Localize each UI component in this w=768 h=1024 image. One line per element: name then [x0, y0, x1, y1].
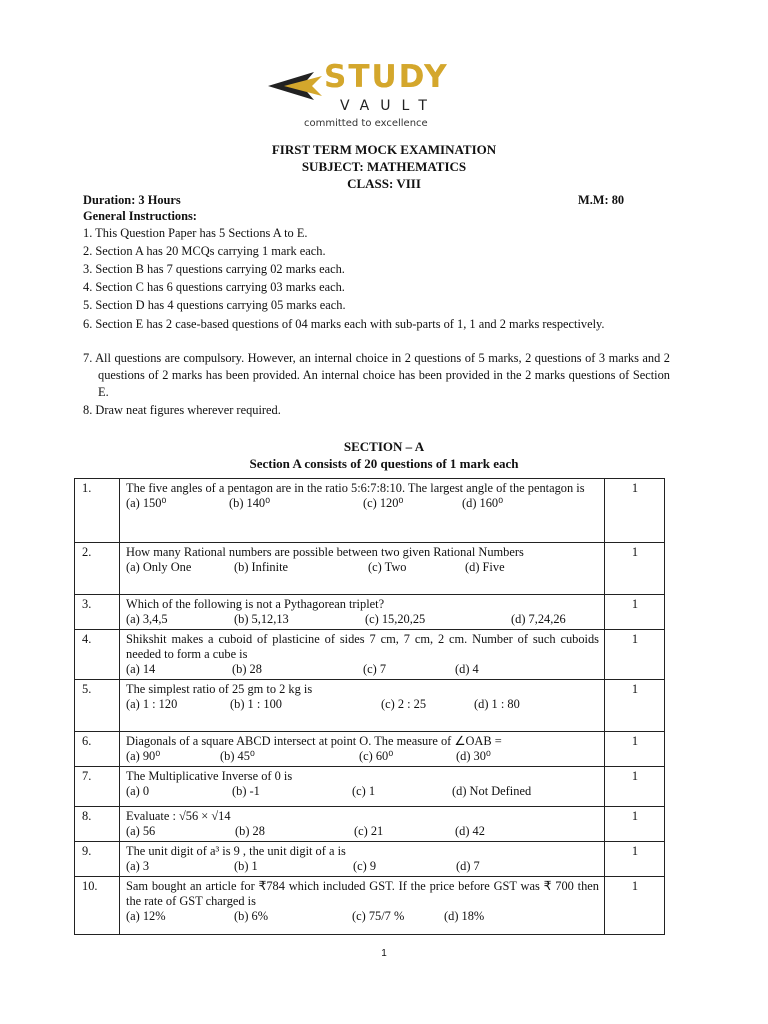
question-text: The five angles of a pentagon are in the ratio 5:6:7:8:10. The largest angle of the pentagon is: [126, 481, 585, 495]
option-b: (b) 28: [235, 824, 265, 838]
option-a: (a) 0: [126, 784, 150, 798]
arrow-logo-icon: [264, 68, 324, 108]
option-b: (b) 5,12,13: [234, 612, 289, 626]
option-c: (c) 1: [352, 784, 376, 798]
option-c: (c) 7: [363, 662, 387, 676]
question-number: 7.: [75, 767, 120, 807]
instruction-item: 3. Section B has 7 questions carrying 02 marks each.: [83, 262, 345, 276]
option-a: (a) 90⁰: [126, 749, 161, 763]
options-row: [126, 662, 599, 678]
option-a: (a) 1 : 120: [126, 697, 178, 711]
question-text: Diagonals of a square ABCD intersect at point O. The measure of ∠OAB =: [126, 734, 502, 748]
question-cell: [120, 479, 605, 543]
question-cell: [120, 842, 605, 877]
option-a: (a) 150⁰: [126, 496, 167, 510]
question-text: The Multiplicative Inverse of 0 is: [126, 769, 293, 783]
option-c: (c) 21: [354, 824, 384, 838]
options-row: [126, 824, 599, 840]
question-marks: 1: [605, 807, 665, 842]
instruction-item: 2. Section A has 20 MCQs carrying 1 mark each.: [83, 244, 326, 258]
question-marks: 1: [605, 630, 665, 680]
question-row: [75, 543, 665, 595]
option-b: (b) 140⁰: [229, 496, 271, 510]
option-d: (d) 1 : 80: [474, 697, 520, 711]
max-marks: M.M: 80: [578, 193, 625, 207]
instruction-item: 4. Section C has 6 questions carrying 03 marks each.: [83, 280, 345, 294]
option-b: (b) 45⁰: [220, 749, 255, 763]
question-text: The simplest ratio of 25 gm to 2 kg is: [126, 682, 313, 696]
option-b: (b) 28: [232, 662, 262, 676]
logo-study-text: STUDY: [324, 59, 449, 95]
question-number: 8.: [75, 807, 120, 842]
exam-class: CLASS: VIII: [347, 176, 421, 191]
option-a: (a) 12%: [126, 909, 166, 923]
question-row: [75, 767, 665, 807]
logo-vault-text: VAULT: [340, 98, 438, 114]
question-row: [75, 595, 665, 630]
options-row: [126, 496, 599, 512]
option-b: (b) 6%: [234, 909, 269, 923]
instruction-item: 8. Draw neat figures wherever required.: [83, 403, 281, 417]
instruction-item: 1. This Question Paper has 5 Sections A to E.: [83, 226, 308, 240]
question-row: [75, 842, 665, 877]
question-text: How many Rational numbers are possible between two given Rational Numbers: [126, 545, 524, 559]
question-marks: 1: [605, 479, 665, 543]
option-a: (a) 3: [126, 859, 150, 873]
options-row: [126, 697, 599, 713]
question-text: The unit digit of a³ is 9 , the unit digit of a is: [126, 844, 346, 858]
options-row: [126, 749, 599, 765]
option-d: (d) Not Defined: [452, 784, 532, 798]
question-row: [75, 732, 665, 767]
question-cell: [120, 543, 605, 595]
option-b: (b) 1: [234, 859, 258, 873]
instruction-item: 5. Section D has 4 questions carrying 05 marks each.: [83, 298, 346, 312]
question-row: [75, 479, 665, 543]
option-d: (d) 4: [455, 662, 479, 676]
question-row: [75, 807, 665, 842]
option-a: (a) 56: [126, 824, 156, 838]
question-cell: [120, 680, 605, 732]
question-number: 2.: [75, 543, 120, 595]
question-marks: 1: [605, 877, 665, 935]
option-d: (d) Five: [465, 560, 505, 574]
option-d: (d) 7,24,26: [511, 612, 566, 626]
options-row: [126, 784, 599, 800]
options-row: [126, 612, 599, 628]
question-number: 6.: [75, 732, 120, 767]
question-cell: [120, 595, 605, 630]
instruction-item: 6. Section E has 2 case-based questions of 04 marks each with sub-parts of 1, 1 and 2 marks respectively.: [83, 317, 605, 331]
option-c: (c) Two: [368, 560, 407, 574]
option-c: (c) 60⁰: [359, 749, 394, 763]
option-c: (c) 2 : 25: [381, 697, 427, 711]
question-marks: 1: [605, 543, 665, 595]
option-d: (d) 7: [456, 859, 480, 873]
question-row: [75, 680, 665, 732]
question-text: Evaluate : √56 × √14: [126, 809, 231, 823]
question-text: Sam bought an article for ₹784 which included GST. If the price before GST was ₹ 700 then the rate of GST charged is: [126, 879, 599, 908]
logo-tagline: committed to excellence: [304, 118, 428, 129]
section-title: SECTION – A: [343, 439, 425, 454]
options-row: [126, 909, 599, 925]
question-cell: [120, 767, 605, 807]
option-b: (b) Infinite: [234, 560, 289, 574]
question-number: 5.: [75, 680, 120, 732]
instructions-heading: General Instructions:: [83, 209, 197, 223]
option-a: (a) 14: [126, 662, 156, 676]
option-a: (a) Only One: [126, 560, 192, 574]
question-cell: [120, 630, 605, 680]
question-cell: [120, 877, 605, 935]
question-number: 4.: [75, 630, 120, 680]
question-cell: [120, 807, 605, 842]
option-d: (d) 42: [455, 824, 485, 838]
instructions-list: [83, 225, 670, 419]
option-b: (b) 1 : 100: [230, 697, 282, 711]
question-cell: [120, 732, 605, 767]
study-vault-logo: [262, 59, 492, 136]
options-row: [126, 859, 599, 875]
option-c: (c) 9: [353, 859, 377, 873]
option-b: (b) -1: [232, 784, 260, 798]
question-marks: 1: [605, 732, 665, 767]
question-number: 10.: [75, 877, 120, 935]
question-number: 9.: [75, 842, 120, 877]
question-marks: 1: [605, 767, 665, 807]
question-row: [75, 877, 665, 935]
question-text: Which of the following is not a Pythagorean triplet?: [126, 597, 385, 611]
option-d: (d) 30⁰: [456, 749, 491, 763]
question-row: [75, 630, 665, 680]
option-c: (c) 120⁰: [363, 496, 404, 510]
option-a: (a) 3,4,5: [126, 612, 168, 626]
option-c: (c) 75/7 %: [352, 909, 405, 923]
exam-subject: SUBJECT: MATHEMATICS: [301, 159, 467, 174]
option-d: (d) 160⁰: [462, 496, 504, 510]
page-number: 1: [381, 948, 387, 959]
option-c: (c) 15,20,25: [365, 612, 426, 626]
options-row: [126, 560, 599, 576]
questions-table: [74, 478, 665, 935]
question-marks: 1: [605, 680, 665, 732]
question-marks: 1: [605, 842, 665, 877]
question-marks: 1: [605, 595, 665, 630]
question-text: Shikshit makes a cuboid of plasticine of sides 7 cm, 7 cm, 2 cm. Number of such cuboids needed to form a cube is: [126, 632, 599, 661]
instruction-item: 7. All questions are compulsory. However, an internal choice in 2 questions of 5 marks, 2 questions of 3 marks and 2 questions of 2 marks has been provided. An internal choice has been provided in the 2 marks questions of Section E.: [83, 351, 670, 399]
question-number: 1.: [75, 479, 120, 543]
exam-title: FIRST TERM MOCK EXAMINATION: [271, 142, 497, 157]
questions-body: [75, 479, 665, 935]
section-subtitle: Section A consists of 20 questions of 1 mark each: [249, 456, 519, 471]
option-d: (d) 18%: [444, 909, 485, 923]
question-number: 3.: [75, 595, 120, 630]
duration: Duration: 3 Hours: [83, 193, 181, 207]
